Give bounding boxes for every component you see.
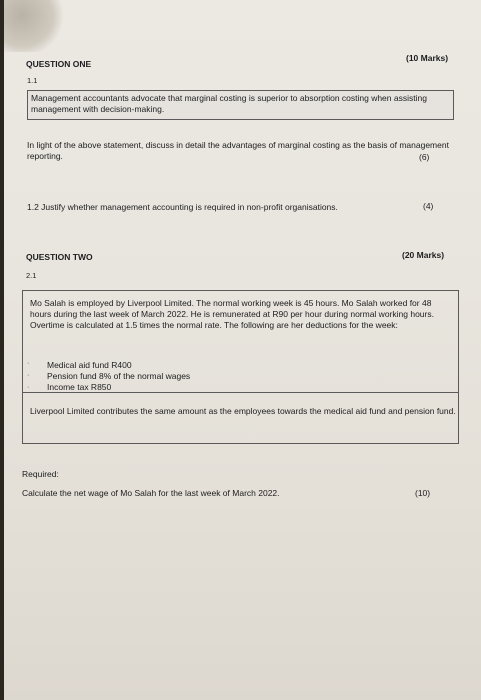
contribution-note: Liverpool Limited contributes the same amount as the employees towards the medical aid fund and pension fund. [30, 406, 456, 416]
required-task: Calculate the net wage of Mo Salah for the last week of March 2022. [22, 488, 280, 498]
section-2-1-number: 2.1 [26, 271, 37, 280]
question-two-marks: (20 Marks) [402, 250, 445, 260]
bullet-marker: · [27, 384, 30, 391]
statement-box [27, 90, 454, 120]
section-2-1-marks: (10) [415, 488, 431, 498]
deduction-item: Medical aid fund R400 [47, 360, 132, 370]
bullet-marker: · [27, 360, 30, 367]
section-1-2-question: 1.2 Justify whether management accounting is required in non-profit organisations. [27, 202, 338, 212]
scenario-inner-box [23, 291, 458, 393]
statement-text: Management accountants advocate that marginal costing is superior to absorption costing when assisting management with decision-making. [31, 93, 427, 114]
deduction-item: Income tax R850 [47, 382, 112, 392]
bullet-marker: · [27, 372, 30, 379]
question-one-title: QUESTION ONE [26, 59, 92, 69]
scenario-text: Mo Salah is employed by Liverpool Limited. The normal working week is 45 hours. Mo Salah worked for 48 hours during the last week of March 2022. He is remunerated at R90 per hour during normal working hours. Overtime is calculated at 1.5 times the normal rate. The following are her deductions for the week: [30, 298, 434, 330]
section-1-1-instruction: In light of the above statement, discuss in detail the advantages of marginal costing as the basis of management reporting. [27, 140, 449, 161]
deduction-item: Pension fund 8% of the normal wages [47, 371, 191, 381]
question-one-marks: (10 Marks) [406, 53, 449, 63]
scenario-box [22, 290, 459, 444]
exam-paper [4, 0, 481, 700]
paper-corner-fold [4, 0, 64, 52]
section-1-1-marks: (6) [419, 152, 430, 162]
section-1-1-number: 1.1 [27, 76, 38, 85]
question-two-title: QUESTION TWO [26, 252, 93, 262]
section-1-2-marks: (4) [423, 201, 434, 211]
required-label: Required: [22, 469, 59, 479]
